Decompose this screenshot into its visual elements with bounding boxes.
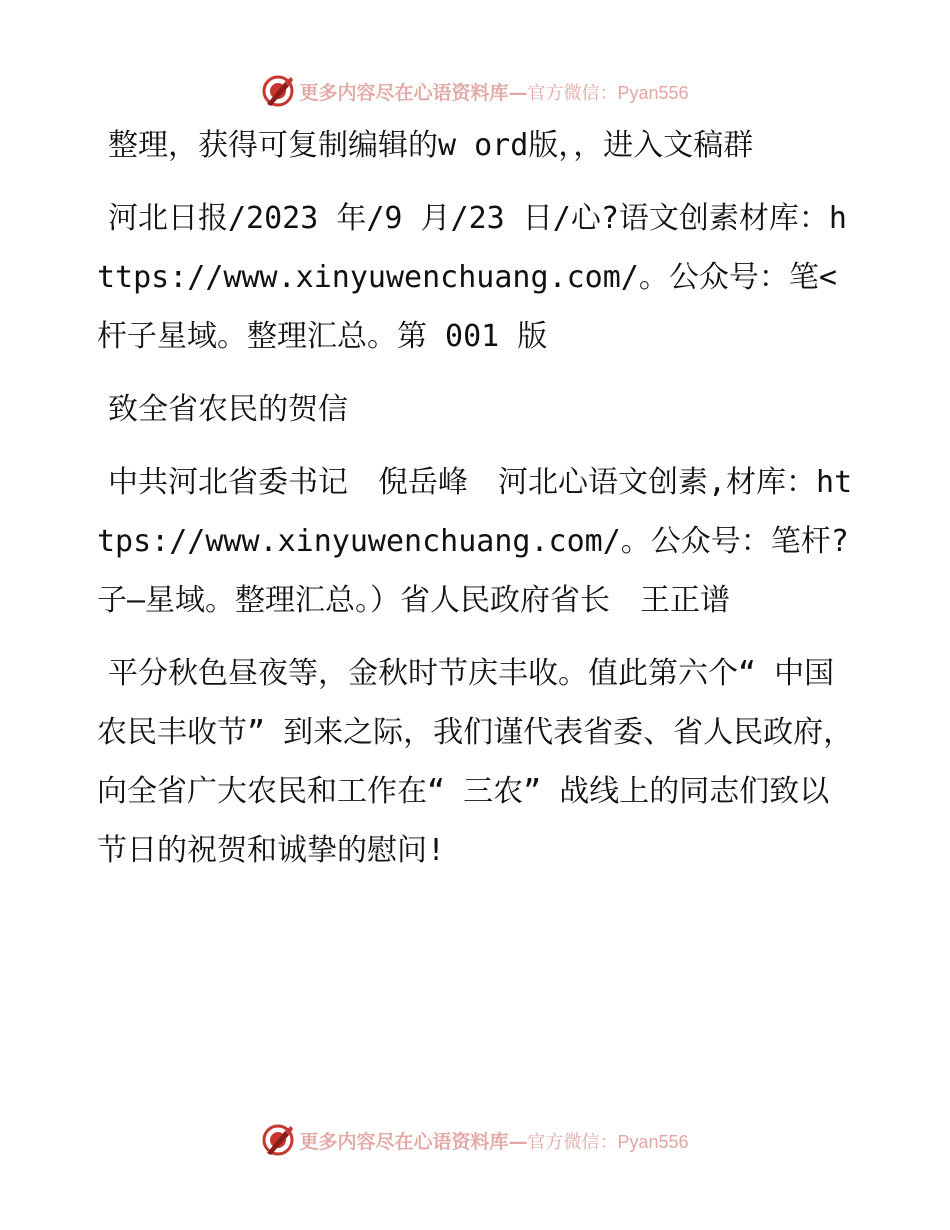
header-watermark-text [299,78,688,105]
paragraph-3: 致全省农民的贺信 [108,392,348,427]
footer-watermark [0,1120,950,1160]
header-wechat-text: 官方微信：Pyan556 [527,82,689,103]
paragraph-2: 河北日报/2023 年/9 月/23 日/心?语文创素材库：https://www.xinyuwenchuang.com/。公众号：笔<杆子星域。整理汇总。第 001 版 [97,201,847,354]
footer-site-text: 更多内容尽在心语资料库— [299,1130,528,1153]
footer-watermark-text [299,1127,688,1154]
header-site-text: 更多内容尽在心语资料库— [299,81,528,104]
pen-logo-icon [261,1123,295,1157]
pen-logo-icon [261,74,295,108]
paragraph-4: 中共河北省委书记 倪岳峰 河北心语文创素,材库：https://www.xinyuwenchuang.com/。公众号：笔杆?子—星域。整理汇总。）省人民政府省长 王正谱 [97,465,853,618]
footer-wechat-text: 官方微信：Pyan556 [527,1131,689,1152]
header-watermark [0,71,950,111]
paragraph-5: 平分秋色昼夜等，金秋时节庆丰收。值此第六个“ 中国农民丰收节” 到来之际，我们谨代表省委、省人民政府，向全省广大农民和工作在“ 三农” 战线上的同志们致以节日的祝贺和诚挚的慰问! [97,656,854,868]
paragraph-1: 整理，获得可复制编辑的w ord版，，进入文稿群 [108,128,754,163]
document-body [97,116,857,894]
